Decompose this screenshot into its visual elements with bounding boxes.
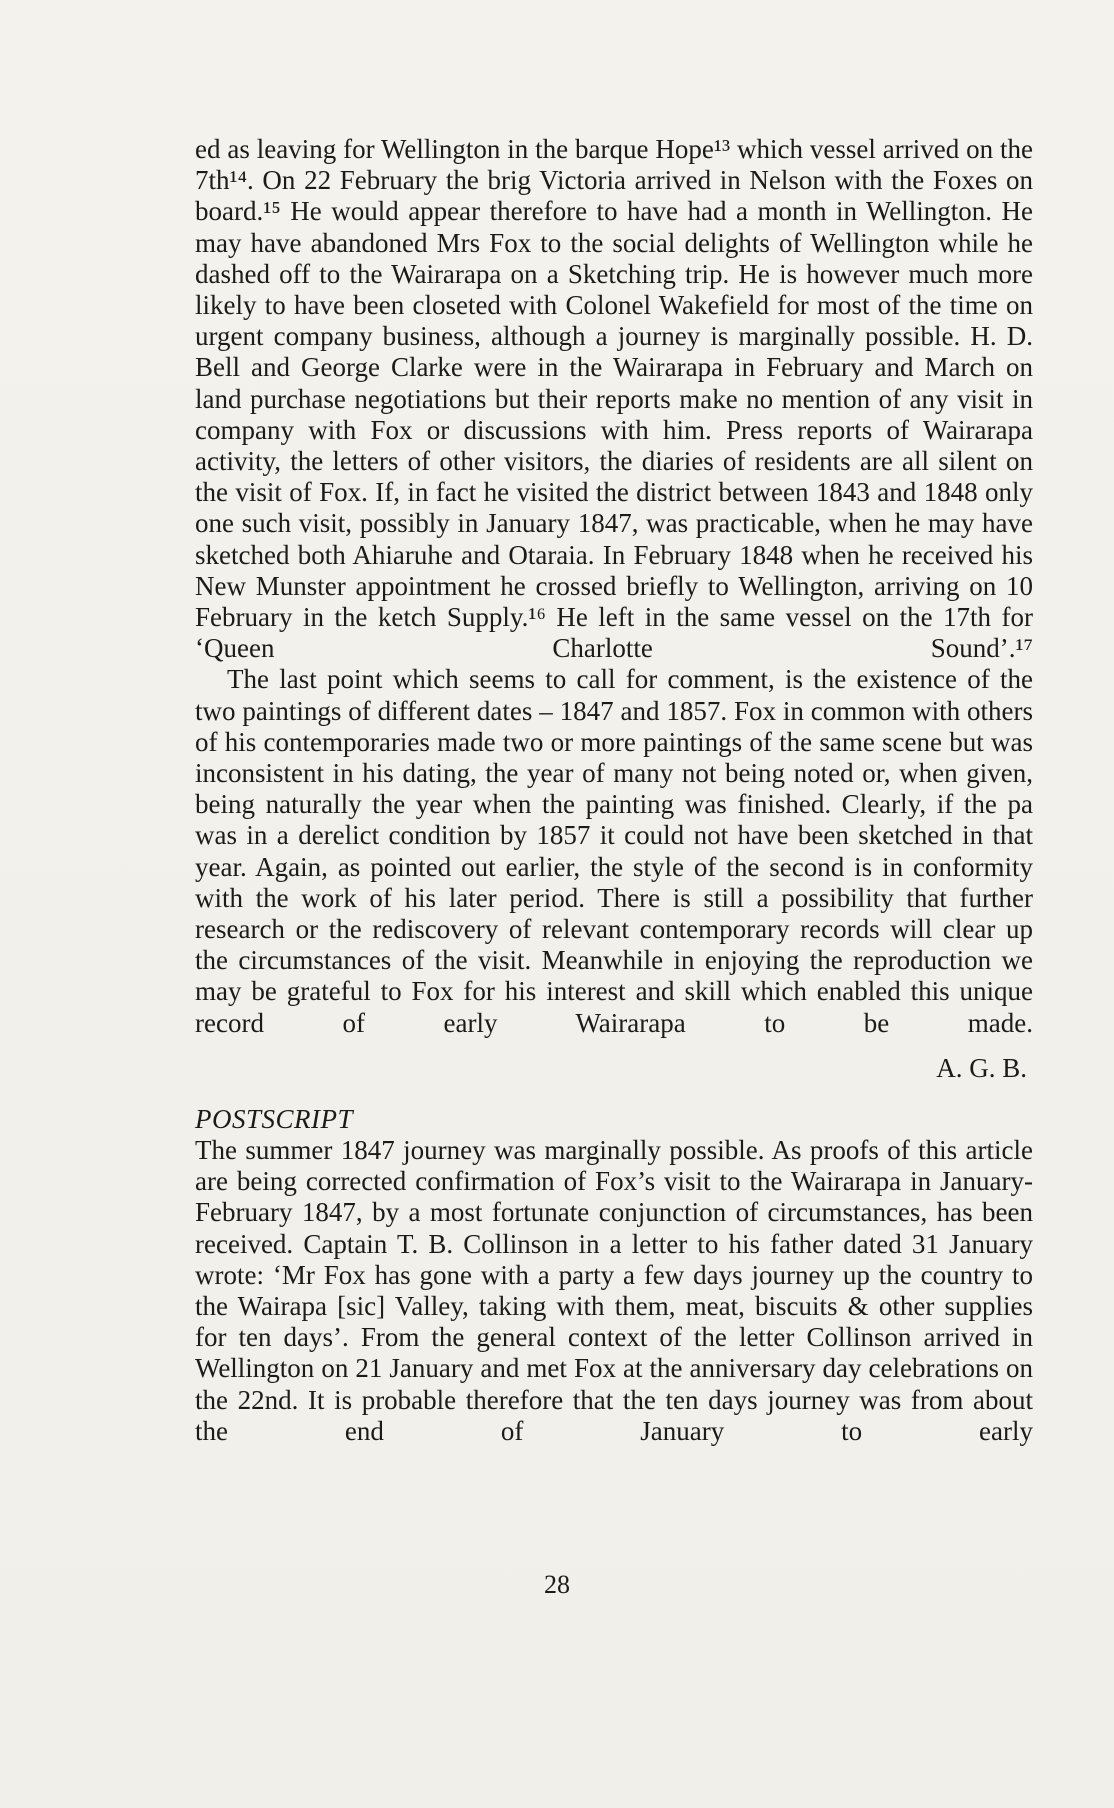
postscript-paragraph: The summer 1847 journey was marginally possible. As proofs of this article are being corrected confirmation of Fox’s visit to the Wairarapa in January-February 1847, by a most fortunate conjunction of circumstances, has been received. Captain T. B. Collinson in a letter to his father dated 31 January wrote: ‘Mr Fox has gone with a party a few days journey up the country to the Wairapa [sic] Valley, taking with them, meat, biscuits & other supplies for ten days’. From the general context of the letter Collinson arrived in Wellington on 21 January and met Fox at the anniversary day celebrations on the 22nd. It is probable therefore that the ten days journey was from about the end of January to early — [195, 1134, 1033, 1446]
body-paragraph-1: ed as leaving for Wellington in the barque Hope¹³ which vessel arrived on the 7th¹⁴. On 22 February the brig Victoria arrived in Nelson with the Foxes on board.¹⁵ He would appear therefore to have had a month in Wellington. He may have abandoned Mrs Fox to the social delights of Wellington while he dashed off to the Wairarapa on a Sketching trip. He is however much more likely to have been closeted with Colonel Wakefield for most of the time on urgent company business, although a journey is marginally possible. H. D. Bell and George Clarke were in the Wairarapa in February and March on land purchase negotiations but their reports make no mention of any visit in company with Fox or discussions with him. Press reports of Wairarapa activity, the letters of other visitors, the diaries of residents are all silent on the visit of Fox. If, in fact he visited the district between 1843 and 1848 only one such visit, possibly in January 1847, was practicable, when he may have sketched both Ahiaruhe and Otaraia. In February 1848 when he received his New Munster appointment he crossed briefly to Wellington, arriving on 10 February in the ketch Supply.¹⁶ He left in the same vessel on the 17th for ‘Queen Charlotte Sound’.¹⁷ — [195, 134, 1033, 664]
postscript-heading: POSTSCRIPT — [195, 1103, 354, 1134]
text-column — [195, 134, 1033, 1447]
body-paragraph-2: The last point which seems to call for comment, is the existence of the two paintings of different dates – 1847 and 1857. Fox in common with others of his contemporaries made two or more paintings of the same scene but was inconsistent in his dating, the year of many not being noted or, when given, being naturally the year when the painting was finished. Clearly, if the pa was in a derelict condition by 1857 it could not have been sketched in that year. Again, as pointed out earlier, the style of the second is in conformity with the work of his later period. There is still a possibility that further research or the rediscovery of relevant contemporary records will clear up the circumstances of the visit. Meanwhile in enjoying the reproduction we may be grateful to Fox for his interest and skill which enabled this unique record of early Wairarapa to be made. — [195, 664, 1033, 1038]
author-initials: A. G. B. — [936, 1052, 1027, 1083]
page-number: 28 — [544, 1570, 570, 1599]
